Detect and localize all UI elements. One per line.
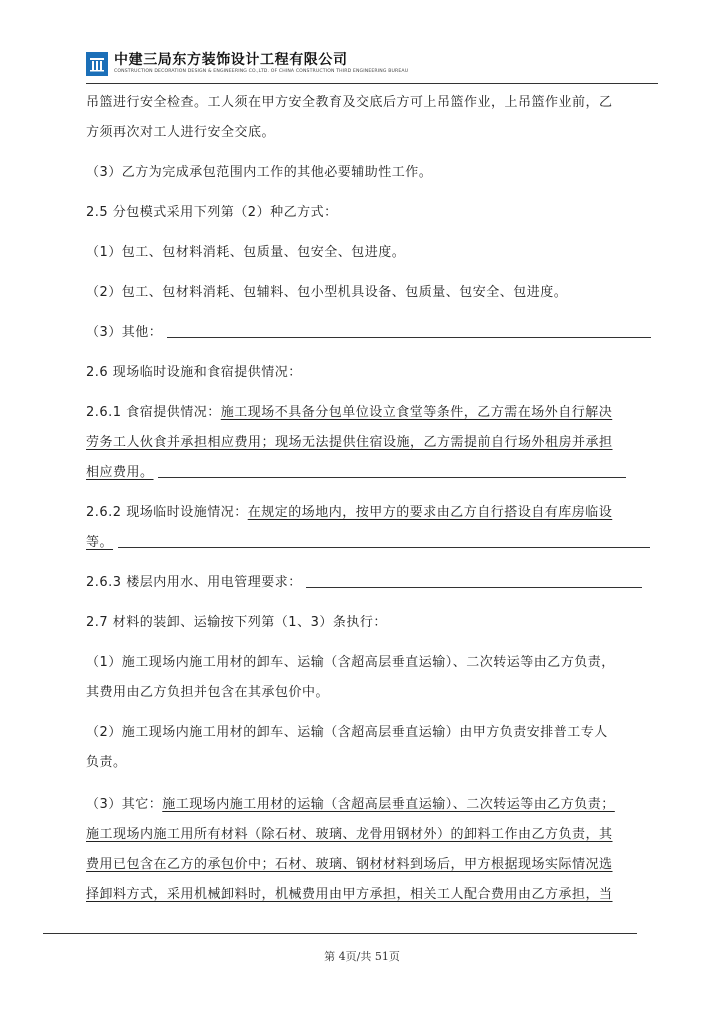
company-name: 中建三局东方装饰设计工程有限公司 bbox=[114, 52, 348, 68]
blank-fill-line bbox=[167, 324, 651, 338]
paragraph-line: 方须再次对工人进行安全交底。 bbox=[86, 125, 276, 140]
paragraph-line: 吊篮进行安全检查。工人须在甲方安全教育及交底后方可上吊篮作业，上吊篮作业前，乙 bbox=[86, 95, 613, 110]
paragraph-line: （2）包工、包材料消耗、包辅料、包小型机具设备、包质量、包安全、包进度。 bbox=[86, 285, 568, 300]
company-english-name: CONSTRUCTION DECORATION DESIGN & ENGINEERING CO.,LTD. OF CHINA CONSTRUCTION THIRD ENGINEERING BUREAU bbox=[114, 69, 409, 74]
paragraph-line: （1）施工现场内施工用材的卸车、运输（含超高层垂直运输）、二次转运等由乙方负责， bbox=[86, 655, 615, 670]
accommodation-line bbox=[86, 404, 612, 421]
other-terms-line bbox=[86, 796, 615, 813]
water-power-line bbox=[86, 574, 642, 591]
other-option-line bbox=[86, 324, 651, 341]
blank-fill-line bbox=[158, 464, 626, 478]
accommodation-text: 施工现场不具备分包单位设立食堂等条件，乙方需在场外自行解决 bbox=[220, 405, 613, 420]
paragraph-line: （1）包工、包材料消耗、包质量、包安全、包进度。 bbox=[86, 245, 406, 260]
header-divider bbox=[86, 83, 658, 84]
paragraph-line: 施工现场内施工用所有材料（除石材、玻璃、龙骨用钢材外）的卸料工作由乙方负责，其 bbox=[86, 827, 613, 842]
accommodation-text-end: 相应费用。 bbox=[86, 465, 154, 480]
temp-facility-text-end: 等。 bbox=[86, 535, 114, 550]
section-heading: 2.5 分包模式采用下列第（2）种乙方式： bbox=[86, 205, 338, 220]
temp-facility-label: 2.6.2 现场临时设施情况： bbox=[86, 505, 248, 520]
paragraph-line: （3）乙方为完成承包范围内工作的其他必要辅助性工作。 bbox=[86, 165, 433, 180]
logo-mark-icon bbox=[88, 55, 106, 73]
paragraph-line: 其费用由乙方负担并包含在其承包价中。 bbox=[86, 685, 330, 700]
water-power-label: 2.6.3 楼层内用水、用电管理要求： bbox=[86, 575, 302, 590]
section-heading: 2.6 现场临时设施和食宿提供情况： bbox=[86, 365, 302, 380]
temp-facility-line bbox=[86, 504, 612, 521]
section-heading: 2.7 材料的装卸、运输按下列第（1、3）条执行： bbox=[86, 615, 387, 630]
paragraph-line: 劳务工人伙食并承担相应费用；现场无法提供住宿设施，乙方需提前自行场外租房并承担 bbox=[86, 435, 613, 450]
page-header bbox=[86, 48, 658, 82]
other-option-label: （3）其他： bbox=[86, 325, 163, 340]
paragraph-line: （2）施工现场内施工用材的卸车、运输（含超高层垂直运输）由甲方负责安排普工专人 bbox=[86, 725, 608, 740]
paragraph-line-with-fill bbox=[86, 464, 626, 481]
paragraph-line: 择卸料方式，采用机械卸料时，机械费用由甲方承担，相关工人配合费用由乙方承担，当 bbox=[86, 887, 613, 902]
paragraph-line-with-fill bbox=[86, 534, 650, 551]
other-terms-label: （3）其它： bbox=[86, 797, 163, 812]
footer-divider bbox=[43, 933, 637, 934]
paragraph-line: 费用已包含在乙方的承包价中；石材、玻璃、钢材材料到场后，甲方根据现场实际情况选 bbox=[86, 857, 613, 872]
blank-fill-line bbox=[118, 534, 650, 548]
paragraph-line: 负责。 bbox=[86, 755, 127, 770]
company-logo-icon bbox=[86, 52, 108, 76]
temp-facility-text: 在规定的场地内，按甲方的要求由乙方自行搭设自有库房临设 bbox=[247, 505, 613, 520]
accommodation-label: 2.6.1 食宿提供情况： bbox=[86, 405, 221, 420]
page-number: 第 4页/共 51页 bbox=[324, 950, 400, 963]
other-terms-text: 施工现场内施工用材的运输（含超高层垂直运输）、二次转运等由乙方负责； bbox=[162, 797, 615, 812]
blank-fill-line bbox=[306, 574, 642, 588]
